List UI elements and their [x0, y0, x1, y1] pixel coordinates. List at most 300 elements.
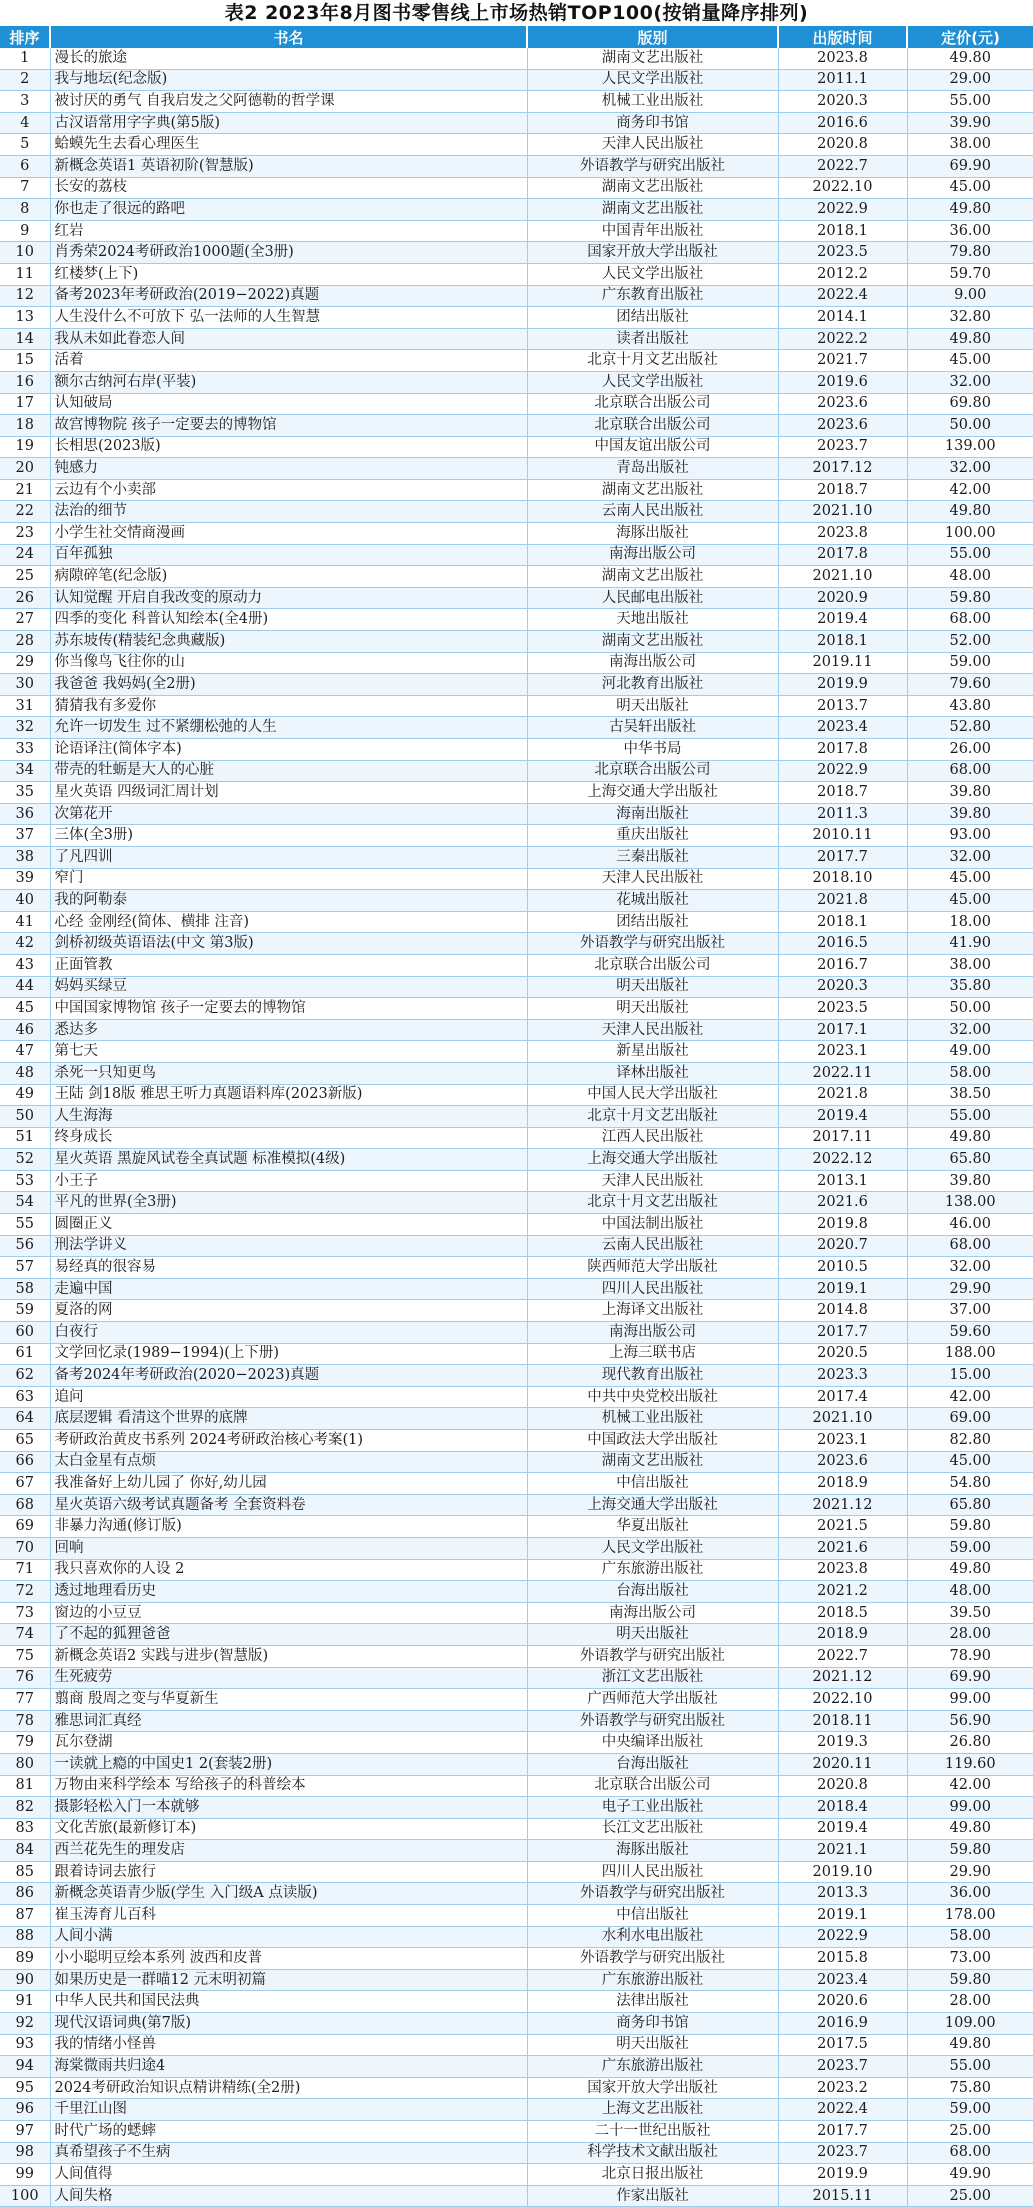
cell-rank: 66 [0, 1451, 50, 1473]
cell-rank: 91 [0, 1991, 50, 2013]
cell-publisher: 人民文学出版社 [527, 263, 778, 285]
cell-publisher: 河北教育出版社 [527, 674, 778, 696]
cell-publisher: 人民文学出版社 [527, 371, 778, 393]
cell-pub-date: 2021.10 [778, 566, 907, 588]
cell-price: 55.00 [907, 544, 1033, 566]
table-row [0, 1257, 1033, 1279]
cell-rank: 86 [0, 1883, 50, 1905]
cell-price: 188.00 [907, 1343, 1033, 1365]
cell-pub-date: 2023.8 [778, 1559, 907, 1581]
cell-book-name: 考研政治黄皮书系列 2024考研政治核心考案(1) [50, 1430, 527, 1452]
header-price: 定价(元) [907, 26, 1033, 48]
cell-publisher: 译林出版社 [527, 1062, 778, 1084]
cell-pub-date: 2019.1 [778, 1278, 907, 1300]
cell-book-name: 认知觉醒 开启自我改变的原动力 [50, 587, 527, 609]
table-row [0, 566, 1033, 588]
table-row [0, 631, 1033, 653]
cell-price: 29.00 [907, 69, 1033, 91]
cell-publisher: 北京联合出版公司 [527, 1775, 778, 1797]
cell-publisher: 明天出版社 [527, 2034, 778, 2056]
table-row [0, 2099, 1033, 2121]
cell-rank: 48 [0, 1062, 50, 1084]
cell-book-name: 小学生社交情商漫画 [50, 523, 527, 545]
cell-rank: 40 [0, 890, 50, 912]
cell-price: 15.00 [907, 1365, 1033, 1387]
cell-price: 69.80 [907, 393, 1033, 415]
cell-pub-date: 2023.6 [778, 415, 907, 437]
table-row [0, 825, 1033, 847]
cell-price: 39.50 [907, 1602, 1033, 1624]
cell-price: 49.80 [907, 328, 1033, 350]
cell-price: 37.00 [907, 1300, 1033, 1322]
cell-price: 49.90 [907, 2164, 1033, 2186]
cell-publisher: 人民文学出版社 [527, 1537, 778, 1559]
table-header [0, 26, 1033, 48]
cell-pub-date: 2016.6 [778, 112, 907, 134]
bestseller-table [0, 26, 1033, 2207]
table-row [0, 739, 1033, 761]
cell-price: 48.00 [907, 566, 1033, 588]
cell-rank: 98 [0, 2142, 50, 2164]
table-row [0, 1408, 1033, 1430]
cell-book-name: 悉达多 [50, 1019, 527, 1041]
cell-price: 65.80 [907, 1494, 1033, 1516]
cell-rank: 18 [0, 415, 50, 437]
cell-publisher: 广东教育出版社 [527, 285, 778, 307]
cell-pub-date: 2017.11 [778, 1127, 907, 1149]
cell-book-name: 翦商 殷周之变与华夏新生 [50, 1689, 527, 1711]
cell-rank: 80 [0, 1753, 50, 1775]
cell-book-name: 王陆 剑18版 雅思王听力真题语料库(2023新版) [50, 1084, 527, 1106]
cell-book-name: 窗边的小豆豆 [50, 1602, 527, 1624]
table-row [0, 285, 1033, 307]
cell-pub-date: 2021.8 [778, 890, 907, 912]
cell-rank: 84 [0, 1840, 50, 1862]
cell-book-name: 论语译注(简体字本) [50, 739, 527, 761]
cell-publisher: 海豚出版社 [527, 523, 778, 545]
cell-rank: 54 [0, 1192, 50, 1214]
cell-book-name: 百年孤独 [50, 544, 527, 566]
cell-publisher: 读者出版社 [527, 328, 778, 350]
cell-book-name: 额尔古纳河右岸(平装) [50, 371, 527, 393]
cell-price: 49.80 [907, 48, 1033, 69]
cell-price: 75.80 [907, 2077, 1033, 2099]
cell-pub-date: 2020.3 [778, 91, 907, 113]
cell-price: 29.90 [907, 1278, 1033, 1300]
cell-publisher: 北京十月文艺出版社 [527, 1106, 778, 1128]
cell-publisher: 上海译文出版社 [527, 1300, 778, 1322]
cell-rank: 7 [0, 177, 50, 199]
cell-pub-date: 2023.5 [778, 998, 907, 1020]
cell-book-name: 故宫博物院 孩子一定要去的博物馆 [50, 415, 527, 437]
cell-publisher: 上海交通大学出版社 [527, 1149, 778, 1171]
cell-price: 55.00 [907, 91, 1033, 113]
cell-rank: 71 [0, 1559, 50, 1581]
cell-book-name: 真希望孩子不生病 [50, 2142, 527, 2164]
cell-price: 45.00 [907, 1451, 1033, 1473]
cell-price: 69.90 [907, 155, 1033, 177]
cell-pub-date: 2019.1 [778, 1905, 907, 1927]
cell-price: 82.80 [907, 1430, 1033, 1452]
cell-pub-date: 2022.10 [778, 1689, 907, 1711]
cell-rank: 8 [0, 199, 50, 221]
cell-pub-date: 2018.5 [778, 1602, 907, 1624]
cell-price: 48.00 [907, 1581, 1033, 1603]
cell-price: 32.00 [907, 458, 1033, 480]
cell-rank: 5 [0, 134, 50, 156]
table-row [0, 2034, 1033, 2056]
cell-book-name: 漫长的旅途 [50, 48, 527, 69]
cell-book-name: 新概念英语2 实践与进步(智慧版) [50, 1645, 527, 1667]
cell-book-name: 星火英语 四级词汇周计划 [50, 782, 527, 804]
cell-pub-date: 2019.9 [778, 2164, 907, 2186]
cell-pub-date: 2022.4 [778, 2099, 907, 2121]
table-row [0, 1581, 1033, 1603]
cell-publisher: 国家开放大学出版社 [527, 2077, 778, 2099]
cell-pub-date: 2016.9 [778, 2013, 907, 2035]
cell-book-name: 人生没什么不可放下 弘一法师的人生智慧 [50, 307, 527, 329]
table-row [0, 1797, 1033, 1819]
header-rank: 排序 [0, 26, 50, 48]
cell-publisher: 湖南文艺出版社 [527, 479, 778, 501]
cell-pub-date: 2019.4 [778, 1818, 907, 1840]
cell-publisher: 外语教学与研究出版社 [527, 1645, 778, 1667]
cell-pub-date: 2016.7 [778, 954, 907, 976]
cell-book-name: 剑桥初级英语语法(中文 第3版) [50, 933, 527, 955]
cell-rank: 69 [0, 1516, 50, 1538]
table-row [0, 1127, 1033, 1149]
cell-price: 59.00 [907, 1537, 1033, 1559]
cell-price: 43.80 [907, 695, 1033, 717]
cell-rank: 85 [0, 1861, 50, 1883]
cell-publisher: 机械工业出版社 [527, 91, 778, 113]
cell-book-name: 万物由来科学绘本 写给孩子的科普绘本 [50, 1775, 527, 1797]
cell-rank: 93 [0, 2034, 50, 2056]
cell-book-name: 星火英语六级考试真题备考 全套资料卷 [50, 1494, 527, 1516]
cell-price: 73.00 [907, 1948, 1033, 1970]
cell-publisher: 中华书局 [527, 739, 778, 761]
cell-publisher: 北京联合出版公司 [527, 760, 778, 782]
cell-publisher: 陕西师范大学出版社 [527, 1257, 778, 1279]
cell-price: 59.00 [907, 2099, 1033, 2121]
cell-publisher: 明天出版社 [527, 998, 778, 1020]
cell-pub-date: 2017.8 [778, 544, 907, 566]
cell-book-name: 圆圈正义 [50, 1214, 527, 1236]
cell-book-name: 如果历史是一群喵12 元末明初篇 [50, 1969, 527, 1991]
table-row [0, 1926, 1033, 1948]
cell-price: 35.80 [907, 976, 1033, 998]
cell-rank: 74 [0, 1624, 50, 1646]
cell-pub-date: 2021.12 [778, 1494, 907, 1516]
table-row [0, 1149, 1033, 1171]
cell-price: 79.80 [907, 242, 1033, 264]
cell-pub-date: 2014.1 [778, 307, 907, 329]
cell-publisher: 青岛出版社 [527, 458, 778, 480]
cell-publisher: 外语教学与研究出版社 [527, 933, 778, 955]
table-row [0, 1861, 1033, 1883]
cell-pub-date: 2021.8 [778, 1084, 907, 1106]
cell-pub-date: 2014.8 [778, 1300, 907, 1322]
cell-publisher: 上海交通大学出版社 [527, 1494, 778, 1516]
cell-publisher: 外语教学与研究出版社 [527, 1948, 778, 1970]
cell-price: 49.80 [907, 1818, 1033, 1840]
cell-pub-date: 2018.1 [778, 911, 907, 933]
cell-price: 50.00 [907, 998, 1033, 1020]
cell-price: 39.80 [907, 1170, 1033, 1192]
cell-pub-date: 2023.1 [778, 1430, 907, 1452]
cell-price: 45.00 [907, 177, 1033, 199]
cell-book-name: 心经 金刚经(简体、横排 注音) [50, 911, 527, 933]
cell-pub-date: 2017.7 [778, 846, 907, 868]
cell-price: 139.00 [907, 436, 1033, 458]
cell-price: 42.00 [907, 1386, 1033, 1408]
cell-book-name: 千里江山图 [50, 2099, 527, 2121]
cell-price: 38.50 [907, 1084, 1033, 1106]
cell-publisher: 北京日报出版社 [527, 2164, 778, 2186]
table-row [0, 652, 1033, 674]
cell-book-name: 云边有个小卖部 [50, 479, 527, 501]
table-row [0, 1084, 1033, 1106]
table-row [0, 307, 1033, 329]
cell-pub-date: 2017.4 [778, 1386, 907, 1408]
cell-book-name: 瓦尔登湖 [50, 1732, 527, 1754]
table-row [0, 954, 1033, 976]
cell-rank: 12 [0, 285, 50, 307]
cell-pub-date: 2021.2 [778, 1581, 907, 1603]
cell-publisher: 商务印书馆 [527, 112, 778, 134]
cell-rank: 51 [0, 1127, 50, 1149]
cell-publisher: 四川人民出版社 [527, 1861, 778, 1883]
cell-price: 68.00 [907, 1235, 1033, 1257]
table-row [0, 1732, 1033, 1754]
cell-price: 45.00 [907, 350, 1033, 372]
cell-publisher: 机械工业出版社 [527, 1408, 778, 1430]
cell-price: 32.00 [907, 371, 1033, 393]
cell-rank: 64 [0, 1408, 50, 1430]
cell-rank: 20 [0, 458, 50, 480]
cell-publisher: 明天出版社 [527, 1624, 778, 1646]
cell-publisher: 明天出版社 [527, 695, 778, 717]
cell-price: 29.90 [907, 1861, 1033, 1883]
cell-pub-date: 2020.7 [778, 1235, 907, 1257]
table-row [0, 890, 1033, 912]
cell-price: 178.00 [907, 1905, 1033, 1927]
cell-rank: 28 [0, 631, 50, 653]
table-row [0, 2013, 1033, 2035]
cell-pub-date: 2013.3 [778, 1883, 907, 1905]
cell-publisher: 江西人民出版社 [527, 1127, 778, 1149]
cell-publisher: 台海出版社 [527, 1581, 778, 1603]
cell-price: 41.90 [907, 933, 1033, 955]
cell-publisher: 法律出版社 [527, 1991, 778, 2013]
cell-rank: 60 [0, 1322, 50, 1344]
cell-price: 45.00 [907, 868, 1033, 890]
table-row [0, 1818, 1033, 1840]
cell-pub-date: 2021.5 [778, 1516, 907, 1538]
cell-book-name: 小王子 [50, 1170, 527, 1192]
cell-price: 52.80 [907, 717, 1033, 739]
cell-rank: 10 [0, 242, 50, 264]
cell-publisher: 海南出版社 [527, 803, 778, 825]
table-row [0, 609, 1033, 631]
cell-pub-date: 2023.4 [778, 1969, 907, 1991]
cell-book-name: 杀死一只知更鸟 [50, 1062, 527, 1084]
table-row [0, 2121, 1033, 2143]
cell-book-name: 文化苦旅(最新修订本) [50, 1818, 527, 1840]
cell-book-name: 长安的荔枝 [50, 177, 527, 199]
cell-book-name: 走遍中国 [50, 1278, 527, 1300]
cell-book-name: 古汉语常用字字典(第5版) [50, 112, 527, 134]
cell-price: 45.00 [907, 890, 1033, 912]
cell-rank: 32 [0, 717, 50, 739]
cell-rank: 78 [0, 1710, 50, 1732]
cell-rank: 11 [0, 263, 50, 285]
cell-rank: 96 [0, 2099, 50, 2121]
table-row [0, 1322, 1033, 1344]
table-row [0, 1948, 1033, 1970]
cell-book-name: 终身成长 [50, 1127, 527, 1149]
cell-rank: 81 [0, 1775, 50, 1797]
cell-rank: 68 [0, 1494, 50, 1516]
cell-pub-date: 2022.11 [778, 1062, 907, 1084]
cell-pub-date: 2023.1 [778, 1041, 907, 1063]
cell-price: 49.80 [907, 2034, 1033, 2056]
header-publisher: 版别 [527, 26, 778, 48]
cell-publisher: 天地出版社 [527, 609, 778, 631]
cell-publisher: 云南人民出版社 [527, 1235, 778, 1257]
cell-book-name: 平凡的世界(全3册) [50, 1192, 527, 1214]
table-row [0, 1019, 1033, 1041]
cell-rank: 29 [0, 652, 50, 674]
cell-price: 78.90 [907, 1645, 1033, 1667]
cell-book-name: 苏东坡传(精装纪念典藏版) [50, 631, 527, 653]
table-row [0, 1386, 1033, 1408]
cell-publisher: 中信出版社 [527, 1905, 778, 1927]
cell-price: 49.80 [907, 1127, 1033, 1149]
cell-publisher: 湖南文艺出版社 [527, 1451, 778, 1473]
cell-book-name: 易经真的很容易 [50, 1257, 527, 1279]
cell-pub-date: 2021.10 [778, 501, 907, 523]
header-date: 出版时间 [778, 26, 907, 48]
cell-book-name: 非暴力沟通(修订版) [50, 1516, 527, 1538]
cell-publisher: 古吴轩出版社 [527, 717, 778, 739]
cell-publisher: 广东旅游出版社 [527, 2056, 778, 2078]
cell-price: 59.80 [907, 587, 1033, 609]
cell-book-name: 小小聪明豆绘本系列 波西和皮普 [50, 1948, 527, 1970]
cell-pub-date: 2016.5 [778, 933, 907, 955]
cell-price: 25.00 [907, 2185, 1033, 2207]
table-row [0, 1991, 1033, 2013]
cell-publisher: 南海出版公司 [527, 544, 778, 566]
cell-rank: 3 [0, 91, 50, 113]
cell-book-name: 你当像鸟飞往你的山 [50, 652, 527, 674]
cell-pub-date: 2018.11 [778, 1710, 907, 1732]
table-row [0, 1365, 1033, 1387]
cell-price: 42.00 [907, 479, 1033, 501]
table-row [0, 523, 1033, 545]
table-row [0, 2164, 1033, 2186]
table-row [0, 134, 1033, 156]
cell-publisher: 外语教学与研究出版社 [527, 155, 778, 177]
table-row [0, 782, 1033, 804]
cell-rank: 21 [0, 479, 50, 501]
cell-book-name: 文学回忆录(1989−1994)(上下册) [50, 1343, 527, 1365]
table-row [0, 177, 1033, 199]
cell-price: 52.00 [907, 631, 1033, 653]
cell-book-name: 红楼梦(上下) [50, 263, 527, 285]
table-row [0, 1905, 1033, 1927]
table-row [0, 112, 1033, 134]
cell-rank: 100 [0, 2185, 50, 2207]
cell-price: 79.60 [907, 674, 1033, 696]
cell-price: 36.00 [907, 1883, 1033, 1905]
cell-rank: 46 [0, 1019, 50, 1041]
cell-pub-date: 2017.5 [778, 2034, 907, 2056]
cell-book-name: 正面管教 [50, 954, 527, 976]
table-row [0, 2077, 1033, 2099]
cell-rank: 76 [0, 1667, 50, 1689]
cell-price: 54.80 [907, 1473, 1033, 1495]
cell-pub-date: 2017.1 [778, 1019, 907, 1041]
cell-pub-date: 2013.1 [778, 1170, 907, 1192]
table-row [0, 1883, 1033, 1905]
cell-rank: 75 [0, 1645, 50, 1667]
cell-publisher: 南海出版公司 [527, 1322, 778, 1344]
cell-pub-date: 2022.2 [778, 328, 907, 350]
cell-book-name: 海棠微雨共归途4 [50, 2056, 527, 2078]
cell-price: 26.00 [907, 739, 1033, 761]
cell-rank: 59 [0, 1300, 50, 1322]
cell-pub-date: 2018.10 [778, 868, 907, 890]
cell-pub-date: 2023.5 [778, 242, 907, 264]
cell-price: 138.00 [907, 1192, 1033, 1214]
cell-pub-date: 2018.1 [778, 220, 907, 242]
cell-pub-date: 2019.3 [778, 1732, 907, 1754]
cell-book-name: 病隙碎笔(纪念版) [50, 566, 527, 588]
cell-book-name: 西兰花先生的理发店 [50, 1840, 527, 1862]
cell-rank: 42 [0, 933, 50, 955]
cell-price: 69.00 [907, 1408, 1033, 1430]
cell-pub-date: 2019.4 [778, 1106, 907, 1128]
cell-publisher: 上海交通大学出版社 [527, 782, 778, 804]
cell-book-name: 新概念英语1 英语初阶(智慧版) [50, 155, 527, 177]
cell-price: 65.80 [907, 1149, 1033, 1171]
cell-pub-date: 2019.11 [778, 652, 907, 674]
cell-publisher: 人民文学出版社 [527, 69, 778, 91]
cell-price: 38.00 [907, 134, 1033, 156]
cell-publisher: 明天出版社 [527, 976, 778, 998]
cell-publisher: 上海三联书店 [527, 1343, 778, 1365]
cell-rank: 17 [0, 393, 50, 415]
cell-rank: 38 [0, 846, 50, 868]
cell-publisher: 中信出版社 [527, 1473, 778, 1495]
cell-rank: 62 [0, 1365, 50, 1387]
cell-publisher: 浙江文艺出版社 [527, 1667, 778, 1689]
table-row [0, 846, 1033, 868]
cell-price: 18.00 [907, 911, 1033, 933]
cell-price: 99.00 [907, 1797, 1033, 1819]
cell-book-name: 雅思词汇真经 [50, 1710, 527, 1732]
cell-pub-date: 2022.7 [778, 155, 907, 177]
cell-price: 38.00 [907, 954, 1033, 976]
cell-price: 49.80 [907, 501, 1033, 523]
cell-pub-date: 2020.6 [778, 1991, 907, 2013]
table-row [0, 1235, 1033, 1257]
cell-pub-date: 2022.4 [778, 285, 907, 307]
cell-publisher: 中国政法大学出版社 [527, 1430, 778, 1452]
table-row [0, 1710, 1033, 1732]
cell-book-name: 了凡四训 [50, 846, 527, 868]
